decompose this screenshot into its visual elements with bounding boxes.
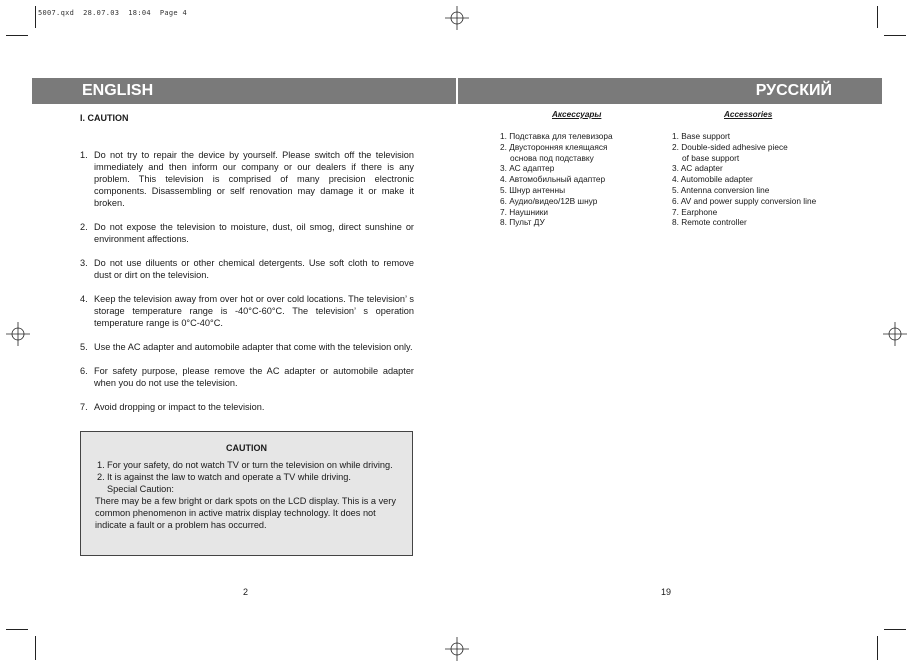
page-number-right: 19 xyxy=(661,587,672,597)
caution-item xyxy=(80,221,414,245)
crop-mark-bottom-left-h xyxy=(6,629,28,630)
caution-item-text: For safety purpose, please remove the AC adapter or automobile adapter when you do not use the television. xyxy=(94,366,414,388)
header-title-russian: РУССКИЙ xyxy=(755,82,832,99)
accessories-heading-ru: Аксессуары xyxy=(552,110,602,119)
caution-item-number: 3. xyxy=(80,258,88,268)
crop-mark-top-right-v xyxy=(877,6,878,28)
caution-section-title: I. CAUTION xyxy=(80,113,129,123)
special-caution-text: There may be a few bright or dark spots on the LCD display. This is a very common phenomenon in active matrix display technology. It does not indicate a fault or a problem has occurred. xyxy=(95,496,396,530)
list-item: 6. Аудио/видео/12В шнур xyxy=(500,195,598,206)
caution-item-number: 2. xyxy=(80,222,88,232)
list-item: 2. Двусторонняя клеящаяся xyxy=(500,141,608,152)
caution-item-text: Use the AC adapter and automobile adapter that come with the television only. xyxy=(94,342,413,352)
caution-item-number: 7. xyxy=(80,402,88,412)
list-item: 4. Автомобильный адаптер xyxy=(500,174,606,185)
caution-item xyxy=(80,341,414,353)
caution-box-item-number: 1. xyxy=(97,460,105,470)
caution-box-item-text: It is against the law to watch and operate a TV while driving. xyxy=(107,472,351,482)
crop-mark-bottom-right-h xyxy=(884,629,906,630)
caution-box-item xyxy=(95,471,398,483)
list-item: 4. Automobile adapter xyxy=(672,174,753,185)
caution-item xyxy=(80,401,414,413)
crop-mark-top-right-h xyxy=(884,35,906,36)
caution-item-number: 1. xyxy=(80,150,88,160)
caution-item xyxy=(80,293,414,329)
registration-mark-left-icon xyxy=(6,322,30,346)
caution-item-text: Keep the television away from over hot or over cold locations. The television’ s storage temperature range is -40°C-60°C. The television’ s operation temperature range is 0°C-40°C. xyxy=(94,294,414,328)
list-item: 6. AV and power supply conversion line xyxy=(672,195,817,206)
registration-mark-right-icon xyxy=(883,322,907,346)
accessories-list-ru xyxy=(500,131,613,228)
special-caution-label: Special Caution: xyxy=(107,484,174,494)
list-item: 1. Подставка для телевизора xyxy=(500,131,613,141)
registration-mark-top-icon xyxy=(445,6,469,30)
list-item: 8. Remote controller xyxy=(672,217,747,228)
accessories-heading-en: Accessories xyxy=(724,110,773,119)
list-item: 1. Base support xyxy=(672,131,731,141)
list-item: основа под подставку xyxy=(510,152,594,163)
caution-box-item xyxy=(95,459,398,471)
list-item: 5. Шнур антенны xyxy=(500,184,566,195)
list-item: 3. AC adapter xyxy=(672,163,723,174)
caution-item-text: Avoid dropping or impact to the television. xyxy=(94,402,265,412)
caution-box-item-number: 2. xyxy=(97,472,105,482)
caution-item-number: 5. xyxy=(80,342,88,352)
crop-mark-top-left-v xyxy=(35,6,36,28)
caution-box-item-text: For your safety, do not watch TV or turn the television on while driving. xyxy=(107,460,393,470)
list-item: 7. Наушники xyxy=(500,206,549,217)
list-item: of base support xyxy=(682,152,740,163)
caution-item-number: 4. xyxy=(80,294,88,304)
list-item: 5. Antenna conversion line xyxy=(672,184,770,195)
registration-mark-bottom-icon xyxy=(445,637,469,661)
header-band-russian xyxy=(458,78,882,104)
list-item: 2. Double-sided adhesive piece xyxy=(672,141,788,152)
page-number-left: 2 xyxy=(243,587,249,597)
crop-mark-top-left-h xyxy=(6,35,28,36)
caution-box-title: CAUTION xyxy=(226,443,267,453)
caution-item xyxy=(80,365,414,389)
crop-mark-bottom-left-v xyxy=(35,636,36,660)
caution-item-text: Do not expose the television to moisture, dust, oil smog, direct sunshine or environment affections. xyxy=(94,222,414,244)
list-item: 8. Пульт ДУ xyxy=(500,217,545,228)
caution-item-text: Do not use diluents or other chemical detergents. Use soft cloth to remove dust or dirt on the television. xyxy=(94,258,414,280)
caution-item-number: 6. xyxy=(80,366,88,376)
caution-item xyxy=(80,257,414,281)
caution-box xyxy=(80,431,413,556)
print-slug: 5007.qxd 28.07.03 18:04 Page 4 xyxy=(38,9,187,17)
header-title-english: ENGLISH xyxy=(82,82,154,99)
caution-item xyxy=(80,149,414,209)
list-item: 7. Earphone xyxy=(672,206,718,217)
caution-section xyxy=(80,112,414,413)
accessories-list-en xyxy=(672,131,816,228)
header-band-english xyxy=(32,78,456,104)
caution-item-text: Do not try to repair the device by yourself. Please switch off the television immediately and then inform our company or our dealers if there is any problem. This television is comprised of many precision electronic components. Disassembling or self renovation may damage it or make it broken. xyxy=(94,150,414,208)
list-item: 3. АС адаптер xyxy=(500,163,555,174)
crop-mark-bottom-right-v xyxy=(877,636,878,660)
